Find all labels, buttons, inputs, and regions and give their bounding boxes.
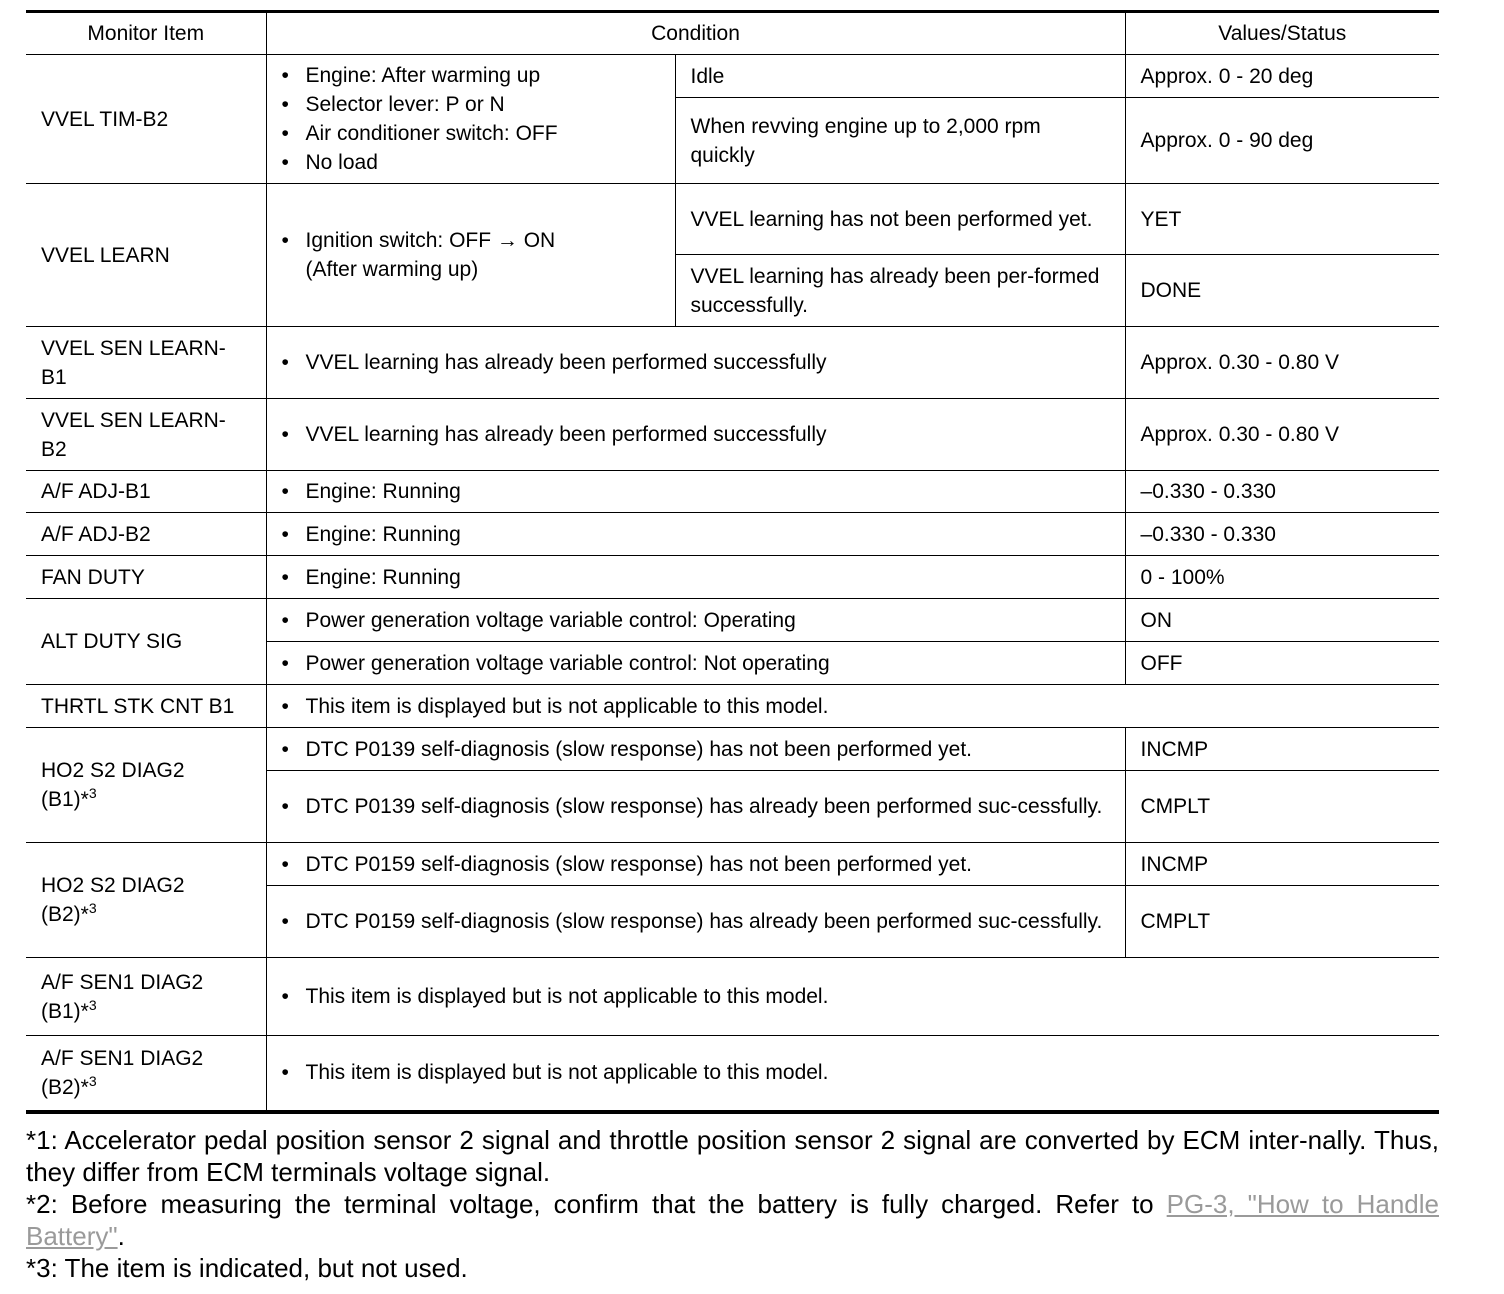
monitor-item: VVEL SEN LEARN-B1: [26, 327, 266, 399]
table-row: [26, 685, 1439, 728]
header-monitor-item: Monitor Item: [26, 12, 266, 55]
condition-list: [266, 728, 1125, 771]
table-row: [26, 399, 1439, 471]
condition-list: [266, 599, 1125, 642]
value-status: Approx. 0 - 90 deg: [1125, 98, 1439, 184]
value-status: ON: [1125, 599, 1439, 642]
footnote-1: *1: Accelerator pedal position sensor 2 signal and throttle position sensor 2 signal are converted by ECM inter-nally. Thus, they differ from ECM terminals voltage signal.: [26, 1125, 1439, 1187]
condition-list: [266, 327, 1125, 399]
condition-bullet: • No load: [282, 148, 660, 177]
condition-bullet: • Engine: After warming up: [282, 61, 660, 90]
condition-bullet: • This item is displayed but is not applicable to this model.: [282, 982, 1425, 1011]
value-status: 0 - 100%: [1125, 556, 1439, 599]
value-status: YET: [1125, 184, 1439, 255]
condition-bullet: • This item is displayed but is not applicable to this model.: [282, 1058, 1425, 1087]
monitor-item: VVEL TIM-B2: [26, 55, 266, 184]
condition-list: [266, 471, 1125, 513]
monitor-item-suffix: (B2)*: [41, 1075, 89, 1099]
monitor-item: [26, 958, 266, 1036]
condition-bullet: • This item is displayed but is not applicable to this model.: [282, 692, 1425, 721]
value-status: –0.330 - 0.330: [1125, 471, 1439, 513]
condition-bullet: • Engine: Running: [282, 477, 1110, 506]
table-row: [26, 1036, 1439, 1112]
condition-bullet: • Engine: Running: [282, 563, 1110, 592]
footnotes: [26, 1124, 1439, 1284]
sub-condition: Idle: [675, 55, 1125, 98]
condition-list: [266, 55, 675, 184]
table-row: [26, 728, 1439, 771]
monitor-item-name: HO2 S2 DIAG2: [41, 759, 185, 782]
table-row: [26, 556, 1439, 599]
condition-list: [266, 1036, 1439, 1112]
monitor-item-suffix: (B1)*: [41, 788, 89, 811]
table-row: [26, 958, 1439, 1036]
condition-list: [266, 886, 1125, 958]
condition-bullet: • DTC P0159 self-diagnosis (slow response) has not been performed yet.: [282, 850, 1110, 879]
footnote-2-end: .: [117, 1221, 125, 1251]
condition-text-detail: (After warming up): [305, 258, 479, 281]
monitor-item-suffix: (B1)*: [41, 999, 89, 1023]
condition-bullet: • DTC P0139 self-diagnosis (slow response) has not been performed yet.: [282, 735, 1110, 764]
header-values-status: Values/Status: [1125, 12, 1439, 55]
value-status: Approx. 0.30 - 0.80 V: [1125, 399, 1439, 471]
condition-bullet: • Selector lever: P or N: [282, 90, 660, 119]
condition-list: [266, 556, 1125, 599]
value-status: Approx. 0.30 - 0.80 V: [1125, 327, 1439, 399]
header-condition: Condition: [266, 12, 1125, 55]
monitor-item-name: A/F SEN1 DIAG2: [41, 970, 204, 994]
condition-bullet: • VVEL learning has already been performed successfully: [282, 420, 1110, 449]
condition-bullet: [282, 226, 660, 284]
value-status: INCMP: [1125, 843, 1439, 886]
table-row: [26, 471, 1439, 513]
monitor-item: VVEL LEARN: [26, 184, 266, 327]
condition-list: [266, 771, 1125, 843]
table-row: [26, 184, 1439, 255]
condition-list: [266, 642, 1125, 685]
value-status: Approx. 0 - 20 deg: [1125, 55, 1439, 98]
monitor-item: [26, 1036, 266, 1112]
monitor-item-name: HO2 S2 DIAG2: [41, 874, 185, 897]
condition-bullet: • VVEL learning has already been performed successfully: [282, 348, 1110, 377]
footnote-ref: 3: [88, 900, 97, 916]
sub-condition: VVEL learning has not been performed yet.: [675, 184, 1125, 255]
value-status: –0.330 - 0.330: [1125, 513, 1439, 556]
condition-list: [266, 399, 1125, 471]
condition-list: [266, 843, 1125, 886]
table-row: [26, 843, 1439, 886]
condition-bullet: • Air conditioner switch: OFF: [282, 119, 660, 148]
condition-list: [266, 184, 675, 327]
table-header-row: [26, 12, 1439, 55]
condition-bullet: • Engine: Running: [282, 520, 1110, 549]
condition-text: Ignition switch: OFF → ON: [305, 229, 556, 252]
monitor-item: FAN DUTY: [26, 556, 266, 599]
monitor-item: VVEL SEN LEARN-B2: [26, 399, 266, 471]
battery-reference-link[interactable]: PG-3, "How to Handle Battery": [26, 1189, 1439, 1251]
condition-bullet: • DTC P0139 self-diagnosis (slow response) has already been performed suc-cessfully.: [282, 792, 1110, 821]
value-status: CMPLT: [1125, 886, 1439, 958]
monitor-item: [26, 728, 266, 843]
monitor-table: [26, 10, 1439, 1114]
condition-list: [266, 513, 1125, 556]
sub-condition: When revving engine up to 2,000 rpm quickly: [675, 98, 1125, 184]
table-row: [26, 513, 1439, 556]
footnote-ref: 3: [88, 785, 97, 801]
monitor-item: A/F ADJ-B1: [26, 471, 266, 513]
monitor-item: THRTL STK CNT B1: [26, 685, 266, 728]
monitor-item: [26, 843, 266, 958]
footnote-ref: 3: [88, 996, 97, 1013]
footnote-ref: 3: [88, 1072, 97, 1089]
value-status: DONE: [1125, 255, 1439, 327]
table-row: [26, 55, 1439, 98]
footnote-2: [26, 1188, 1439, 1252]
condition-list: [266, 958, 1439, 1036]
value-status: OFF: [1125, 642, 1439, 685]
value-status: CMPLT: [1125, 771, 1439, 843]
condition-list: [266, 685, 1439, 728]
monitor-item-suffix: (B2)*: [41, 903, 89, 926]
monitor-item-name: A/F SEN1 DIAG2: [41, 1046, 204, 1070]
condition-bullet: • Power generation voltage variable control: Not operating: [282, 649, 1110, 678]
footnote-3: *3: The item is indicated, but not used.: [26, 1253, 468, 1283]
footnote-2-text: *2: Before measuring the terminal voltage, confirm that the battery is fully charged. Refer to: [26, 1189, 1167, 1219]
monitor-item: ALT DUTY SIG: [26, 599, 266, 685]
condition-bullet: • Power generation voltage variable control: Operating: [282, 606, 1110, 635]
condition-bullet: • DTC P0159 self-diagnosis (slow response) has already been performed suc-cessfully.: [282, 907, 1110, 936]
sub-condition: VVEL learning has already been per-formed successfully.: [675, 255, 1125, 327]
monitor-item: A/F ADJ-B2: [26, 513, 266, 556]
table-row: [26, 327, 1439, 399]
value-status: INCMP: [1125, 728, 1439, 771]
table-row: [26, 599, 1439, 642]
